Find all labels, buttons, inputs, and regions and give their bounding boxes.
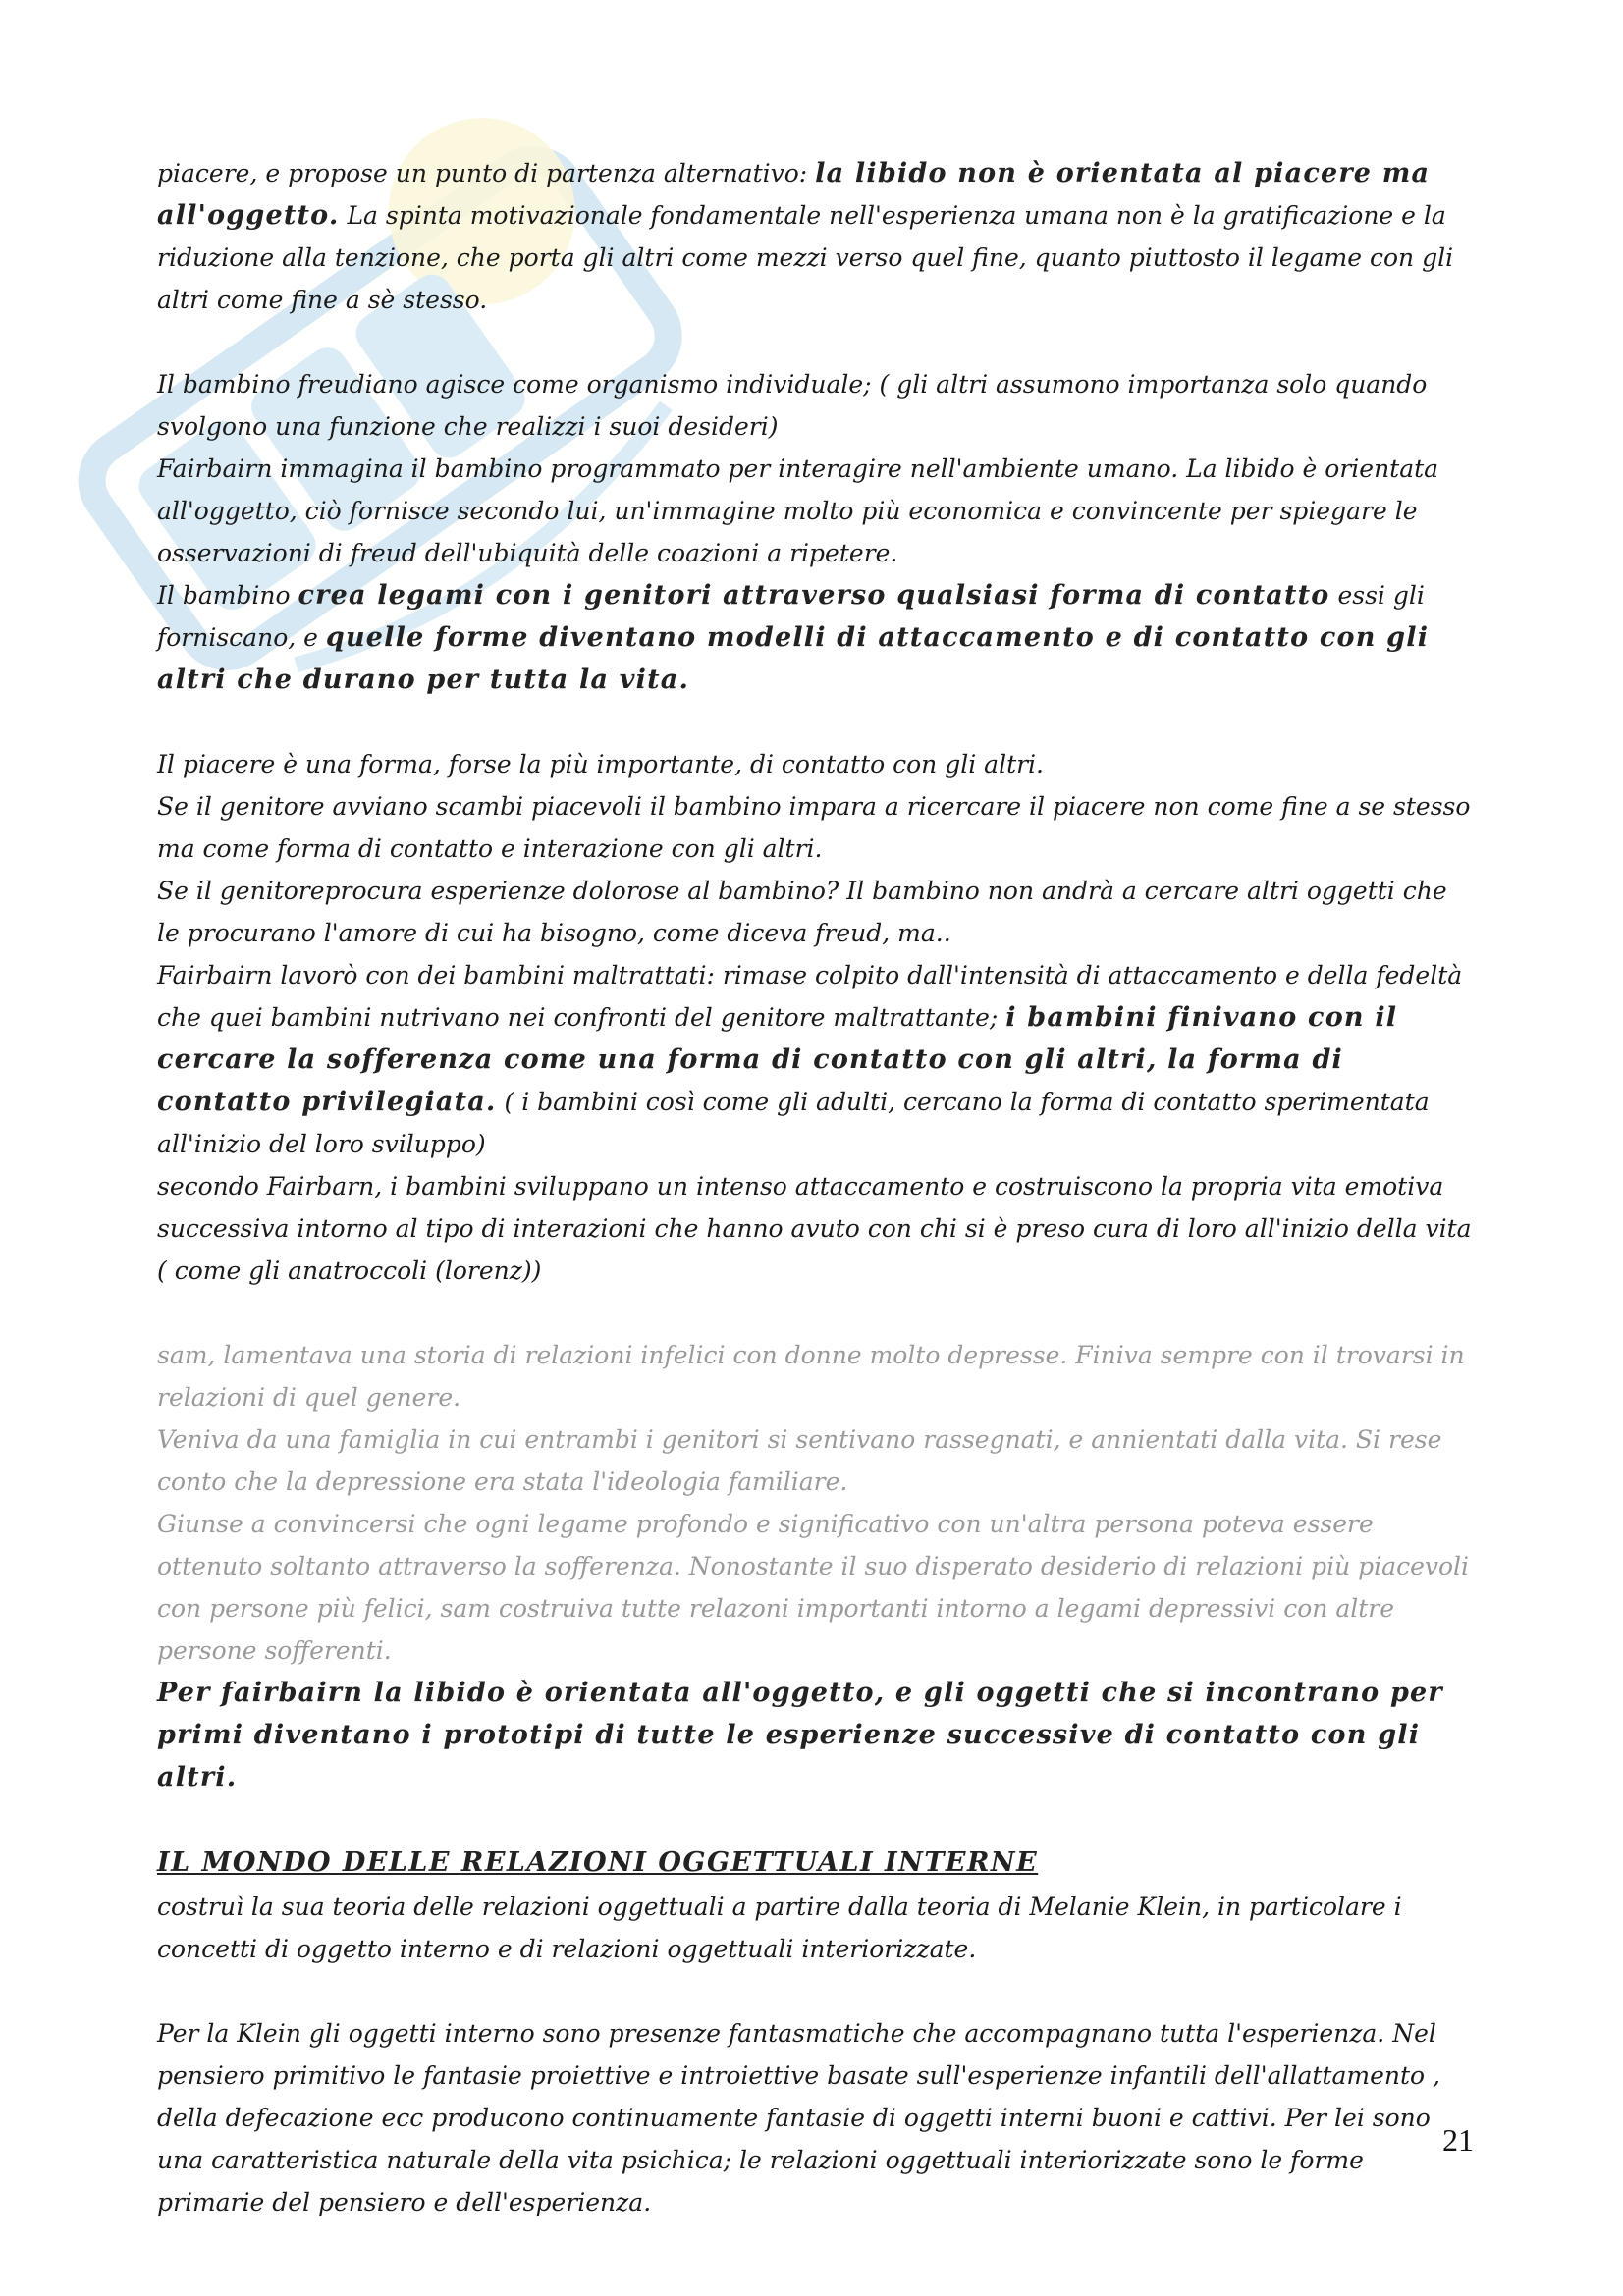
- paragraph-spacer: [157, 1798, 1473, 1841]
- body-text: Giunse a convincersi che ogni legame profondo e significativo con un'altra persona poteva essere ottenuto soltanto attraverso la sofferenza. Nonostante il suo disperato desiderio di relazioni più piacevoli con persone più felici, sam costruiva tutte relazoni importanti intorno a legami depressivi con altre persone sofferenti.: [157, 1510, 1470, 1665]
- paragraph: [157, 1165, 1473, 1292]
- emphasis-text: i bambini finivano con il cercare la sofferenza come una forma di contatto con gli altri, la forma di contatto privilegiata.: [157, 1002, 1398, 1117]
- body-text: Se il genitore avviano scambi piacevoli il bambino impara a ricercare il piacere non come fine a se stesso ma come forma di contatto e interazione con gli altri.: [157, 792, 1471, 863]
- paragraph: [157, 363, 1473, 448]
- body-text: Fairbairn immagina il bambino programmato per interagire nell'ambiente umano. La libido è orientata all'oggetto, ciò fornisce secondo lui, un'immagine molto più economica e convincente per spiegare le osservazioni di freud dell'ubiquità delle coazioni a ripetere.: [157, 454, 1439, 567]
- paragraph: [157, 954, 1473, 1165]
- paragraph: [157, 1886, 1473, 1970]
- paragraph: [157, 743, 1473, 785]
- section-heading: IL MONDO DELLE RELAZIONI OGGETTUALI INTERNE: [157, 1847, 1039, 1878]
- body-text: ( i bambini così come gli adulti, cercano la forma di contatto sperimentata all'inizio del loro sviluppo): [157, 1088, 1430, 1158]
- case-example-paragraph: [157, 1503, 1473, 1672]
- paragraph-spacer: [157, 1970, 1473, 2012]
- case-example-paragraph: [157, 1334, 1473, 1418]
- body-text: Il bambino freudiano agisce come organismo individuale; ( gli altri assumono importanza solo quando svolgono una funzione che realizzi i suoi desideri): [157, 370, 1428, 441]
- emphasis-text: crea legami con i genitori attraverso qualsiasi forma di contatto: [298, 580, 1330, 611]
- emphasis-text: Per fairbairn la libido è orientata all'oggetto, e gli oggetti che si incontrano per primi diventano i prototipi di tutte le esperienze successive di contatto con gli altri.: [157, 1678, 1443, 1792]
- paragraph: [157, 152, 1473, 321]
- paragraph-spacer: [157, 321, 1473, 363]
- body-text: Se il genitoreprocura esperienze dolorose al bambino? Il bambino non andrà a cercare altri oggetti che le procurano l'amore di cui ha bisogno, come diceva freud, ma..: [157, 877, 1447, 947]
- paragraph-spacer: [157, 701, 1473, 743]
- body-text: La spinta motivazionale fondamentale nell'esperienza umana non è la gratificazione e la riduzione alla tenzione, che porta gli altri come mezzi verso quel fine, quanto piuttosto il legame con gli altri come fine a sè stesso.: [157, 201, 1454, 314]
- paragraph: [157, 870, 1473, 954]
- body-text: Fairbairn lavorò con dei bambini maltrattati: rimase colpito dall'intensità di attaccamento e della fedeltà che quei bambini nutrivano nei confronti del genitore maltrattante;: [157, 961, 1463, 1032]
- emphasis-text: quelle forme diventano modelli di attaccamento e di contatto con gli altri che durano per tutta la vita.: [157, 622, 1430, 695]
- paragraph: [157, 448, 1473, 574]
- body-text: Il piacere è una forma, forse la più importante, di contatto con gli altri.: [157, 750, 1045, 778]
- body-text: essi gli forniscano, e: [157, 581, 1425, 652]
- paragraph: [157, 2012, 1473, 2223]
- body-text: piacere, e propose un punto di partenza alternativo:: [157, 159, 816, 187]
- paragraph: [157, 785, 1473, 870]
- body-text: Il bambino: [157, 581, 298, 610]
- body-text: Per la Klein gli oggetti interno sono presenze fantasmatiche che accompagnano tutta l'esperienza. Nel pensiero primitivo le fantasie proiettive e introiettive basate sull'esperienze infantili dell'allattamento , della defecazione ecc producono continuamente fantasie di oggetti interni buoni e cattivi. Per lei sono una caratteristica naturale della vita psichica; le relazioni oggettuali interiorizzate sono le forme primarie del pensiero e dell'esperienza.: [157, 2019, 1440, 2216]
- body-text: sam, lamentava una storia di relazioni infelici con donne molto depresse. Finiva sempre con il trovarsi in relazioni di quel genere.: [157, 1341, 1465, 1412]
- body-text: Veniva da una famiglia in cui entrambi i genitori si sentivano rassegnati, e annientati dalla vita. Si rese conto che la depressione era stata l'ideologia familiare.: [157, 1425, 1442, 1496]
- paragraph: [157, 574, 1473, 701]
- paragraph: [157, 1672, 1473, 1798]
- body-text: secondo Fairbarn, i bambini sviluppano un intenso attaccamento e costruiscono la propria vita emotiva successiva intorno al tipo di interazioni che hanno avuto con chi si è preso cura di loro all'inizio della vita ( come gli anatroccoli (lorenz)): [157, 1172, 1472, 1285]
- body-text: costruì la sua teoria delle relazioni oggettuali a partire dalla teoria di Melanie Klein, in particolare i concetti di oggetto interno e di relazioni oggettuali interiorizzate.: [157, 1893, 1402, 1963]
- document-body: [157, 152, 1473, 2223]
- page-number: 21: [1442, 2122, 1474, 2158]
- emphasis-text: la libido non è orientata al piacere ma all'oggetto.: [157, 158, 1431, 231]
- paragraph-spacer: [157, 1292, 1473, 1334]
- case-example-paragraph: [157, 1418, 1473, 1503]
